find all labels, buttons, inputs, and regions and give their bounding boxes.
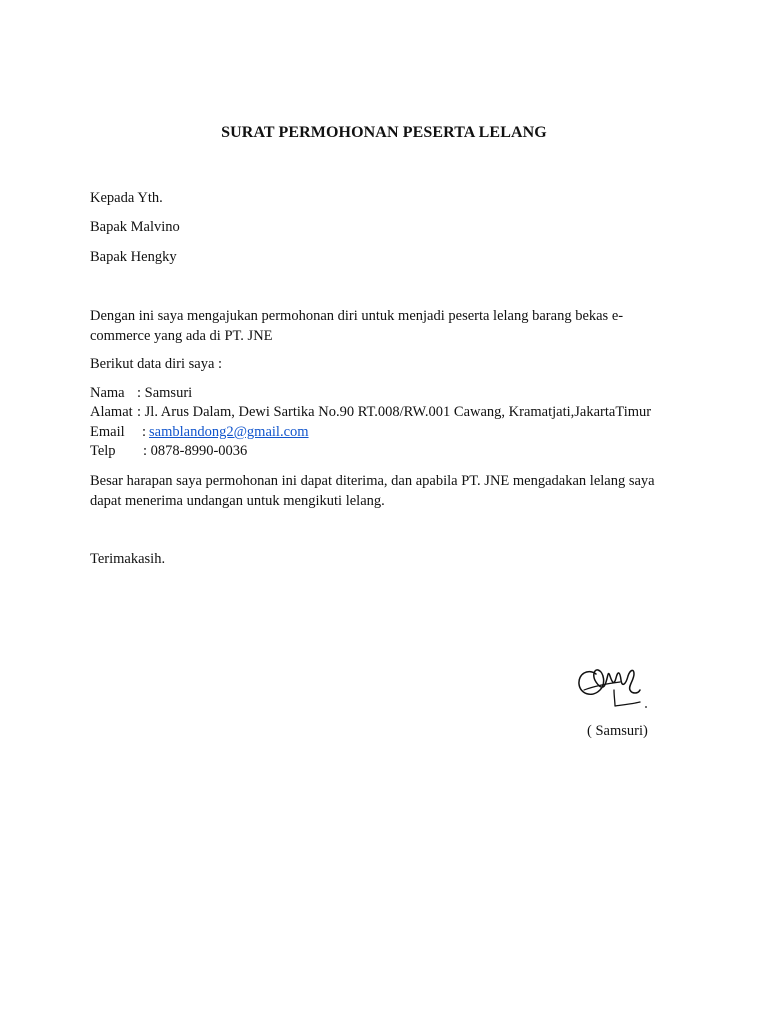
intro-paragraph bbox=[90, 306, 690, 346]
address-row bbox=[90, 403, 652, 422]
name-value: : Samsuri bbox=[137, 385, 193, 401]
address-label: Alamat bbox=[90, 404, 133, 420]
signature-icon bbox=[574, 660, 654, 712]
phone-row bbox=[90, 442, 248, 461]
email-row bbox=[90, 423, 309, 442]
recipient-line-1: Bapak Malvino bbox=[90, 219, 180, 235]
recipient-line-2: Bapak Hengky bbox=[90, 249, 177, 265]
intro-line-1: Dengan ini saya mengajukan permohonan diri untuk menjadi peserta lelang barang bekas e- bbox=[90, 308, 624, 324]
address-value: : Jl. Arus Dalam, Dewi Sartika No.90 RT.008/RW.001 Cawang, Kramatjati,JakartaTimur bbox=[137, 404, 652, 420]
intro-line-2: commerce yang ada di PT. JNE bbox=[90, 328, 273, 344]
recipient-salutation: Kepada Yth. bbox=[90, 190, 163, 206]
phone-label: Telp bbox=[90, 443, 116, 459]
closing-line-2: dapat menerima undangan untuk mengikuti lelang. bbox=[90, 493, 385, 509]
closing-paragraph bbox=[90, 471, 690, 511]
name-label: Nama bbox=[90, 385, 125, 401]
email-label: Email bbox=[90, 424, 125, 440]
name-row bbox=[90, 384, 193, 403]
phone-value: : 0878-8990-0036 bbox=[143, 443, 248, 459]
email-link[interactable]: samblandong2@gmail.com bbox=[149, 424, 309, 440]
signer-name: ( Samsuri) bbox=[587, 723, 648, 739]
data-intro: Berikut data diri saya : bbox=[90, 356, 223, 372]
email-colon: : bbox=[142, 424, 147, 440]
thanks-line: Terimakasih. bbox=[90, 551, 166, 567]
letter-title: SURAT PERMOHONAN PESERTA LELANG bbox=[221, 124, 547, 141]
closing-line-1: Besar harapan saya permohonan ini dapat diterima, dan apabila PT. JNE mengadakan lelang saya bbox=[90, 473, 655, 489]
